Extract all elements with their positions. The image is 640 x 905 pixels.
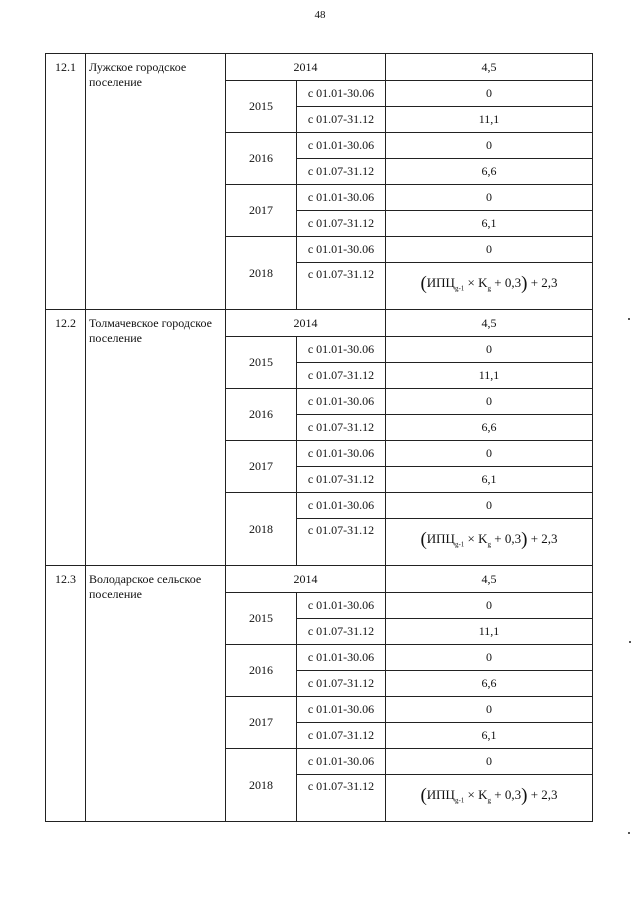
period-cell: с 01.01-30.06 (297, 81, 386, 107)
value-cell-formula (386, 263, 593, 310)
period-cell: с 01.01-30.06 (297, 749, 386, 775)
year-cell: 2018 (226, 749, 297, 822)
tariff-formula: $(ИПЦ_{g-1} \times K_g + 0,3) + 2,3$ (420, 529, 558, 551)
value-cell: 6,6 (386, 415, 593, 441)
year-cell: 2016 (226, 645, 297, 697)
period-cell: с 01.01-30.06 (297, 593, 386, 619)
period-cell: с 01.07-31.12 (297, 263, 386, 310)
value-cell: 0 (386, 645, 593, 671)
value-cell-formula (386, 519, 593, 566)
settlement-name: Толмачевское городское поселение (86, 310, 226, 566)
table-row (46, 54, 593, 81)
settlement-name: Володарское сельское поселение (86, 566, 226, 822)
period-cell: с 01.01-30.06 (297, 237, 386, 263)
period-cell: с 01.07-31.12 (297, 775, 386, 822)
period-cell: с 01.01-30.06 (297, 337, 386, 363)
period-cell: с 01.07-31.12 (297, 159, 386, 185)
scan-speck (628, 318, 630, 320)
year-cell: 2018 (226, 493, 297, 566)
base-year: 2014 (226, 310, 386, 337)
value-cell: 0 (386, 441, 593, 467)
period-cell: с 01.07-31.12 (297, 107, 386, 133)
base-value: 4,5 (386, 566, 593, 593)
year-cell: 2016 (226, 133, 297, 185)
value-cell: 6,1 (386, 723, 593, 749)
value-cell: 0 (386, 697, 593, 723)
period-cell: с 01.07-31.12 (297, 467, 386, 493)
year-cell: 2017 (226, 185, 297, 237)
period-cell: с 01.01-30.06 (297, 697, 386, 723)
period-cell: с 01.07-31.12 (297, 519, 386, 566)
page-number: 48 (314, 9, 326, 21)
value-cell: 6,1 (386, 467, 593, 493)
period-cell: с 01.01-30.06 (297, 185, 386, 211)
period-cell: с 01.01-30.06 (297, 389, 386, 415)
period-cell: с 01.01-30.06 (297, 493, 386, 519)
section-number: 12.2 (46, 310, 86, 566)
period-cell: с 01.07-31.12 (297, 415, 386, 441)
value-cell: 0 (386, 493, 593, 519)
period-cell: с 01.07-31.12 (297, 363, 386, 389)
value-cell: 0 (386, 185, 593, 211)
value-cell: 0 (386, 389, 593, 415)
year-cell: 2015 (226, 81, 297, 133)
value-cell: 6,6 (386, 671, 593, 697)
tariff-formula: $(ИПЦ_{g-1} \times K_g + 0,3) + 2,3$ (420, 785, 558, 807)
base-year: 2014 (226, 566, 386, 593)
period-cell: с 01.01-30.06 (297, 441, 386, 467)
period-cell: с 01.07-31.12 (297, 211, 386, 237)
value-cell: 0 (386, 749, 593, 775)
period-cell: с 01.07-31.12 (297, 723, 386, 749)
year-cell: 2017 (226, 697, 297, 749)
year-cell: 2015 (226, 593, 297, 645)
scan-speck (628, 832, 630, 834)
value-cell: 0 (386, 337, 593, 363)
tariff-table (45, 53, 593, 822)
base-year: 2014 (226, 54, 386, 81)
section-number: 12.1 (46, 54, 86, 310)
value-cell: 0 (386, 81, 593, 107)
period-cell: с 01.07-31.12 (297, 671, 386, 697)
value-cell: 11,1 (386, 363, 593, 389)
year-cell: 2015 (226, 337, 297, 389)
scan-speck (629, 641, 631, 643)
settlement-name: Лужское городское поселение (86, 54, 226, 310)
value-cell: 6,1 (386, 211, 593, 237)
tariff-formula: $(ИПЦ_{g-1} \times K_g + 0,3) + 2,3$ (420, 273, 558, 295)
value-cell: 11,1 (386, 107, 593, 133)
base-value: 4,5 (386, 54, 593, 81)
value-cell: 0 (386, 593, 593, 619)
table-row (46, 310, 593, 337)
period-cell: с 01.01-30.06 (297, 645, 386, 671)
table-row (46, 566, 593, 593)
value-cell: 11,1 (386, 619, 593, 645)
year-cell: 2016 (226, 389, 297, 441)
value-cell: 6,6 (386, 159, 593, 185)
period-cell: с 01.07-31.12 (297, 619, 386, 645)
base-value: 4,5 (386, 310, 593, 337)
value-cell-formula (386, 775, 593, 822)
year-cell: 2018 (226, 237, 297, 310)
section-number: 12.3 (46, 566, 86, 822)
period-cell: с 01.01-30.06 (297, 133, 386, 159)
year-cell: 2017 (226, 441, 297, 493)
value-cell: 0 (386, 237, 593, 263)
value-cell: 0 (386, 133, 593, 159)
